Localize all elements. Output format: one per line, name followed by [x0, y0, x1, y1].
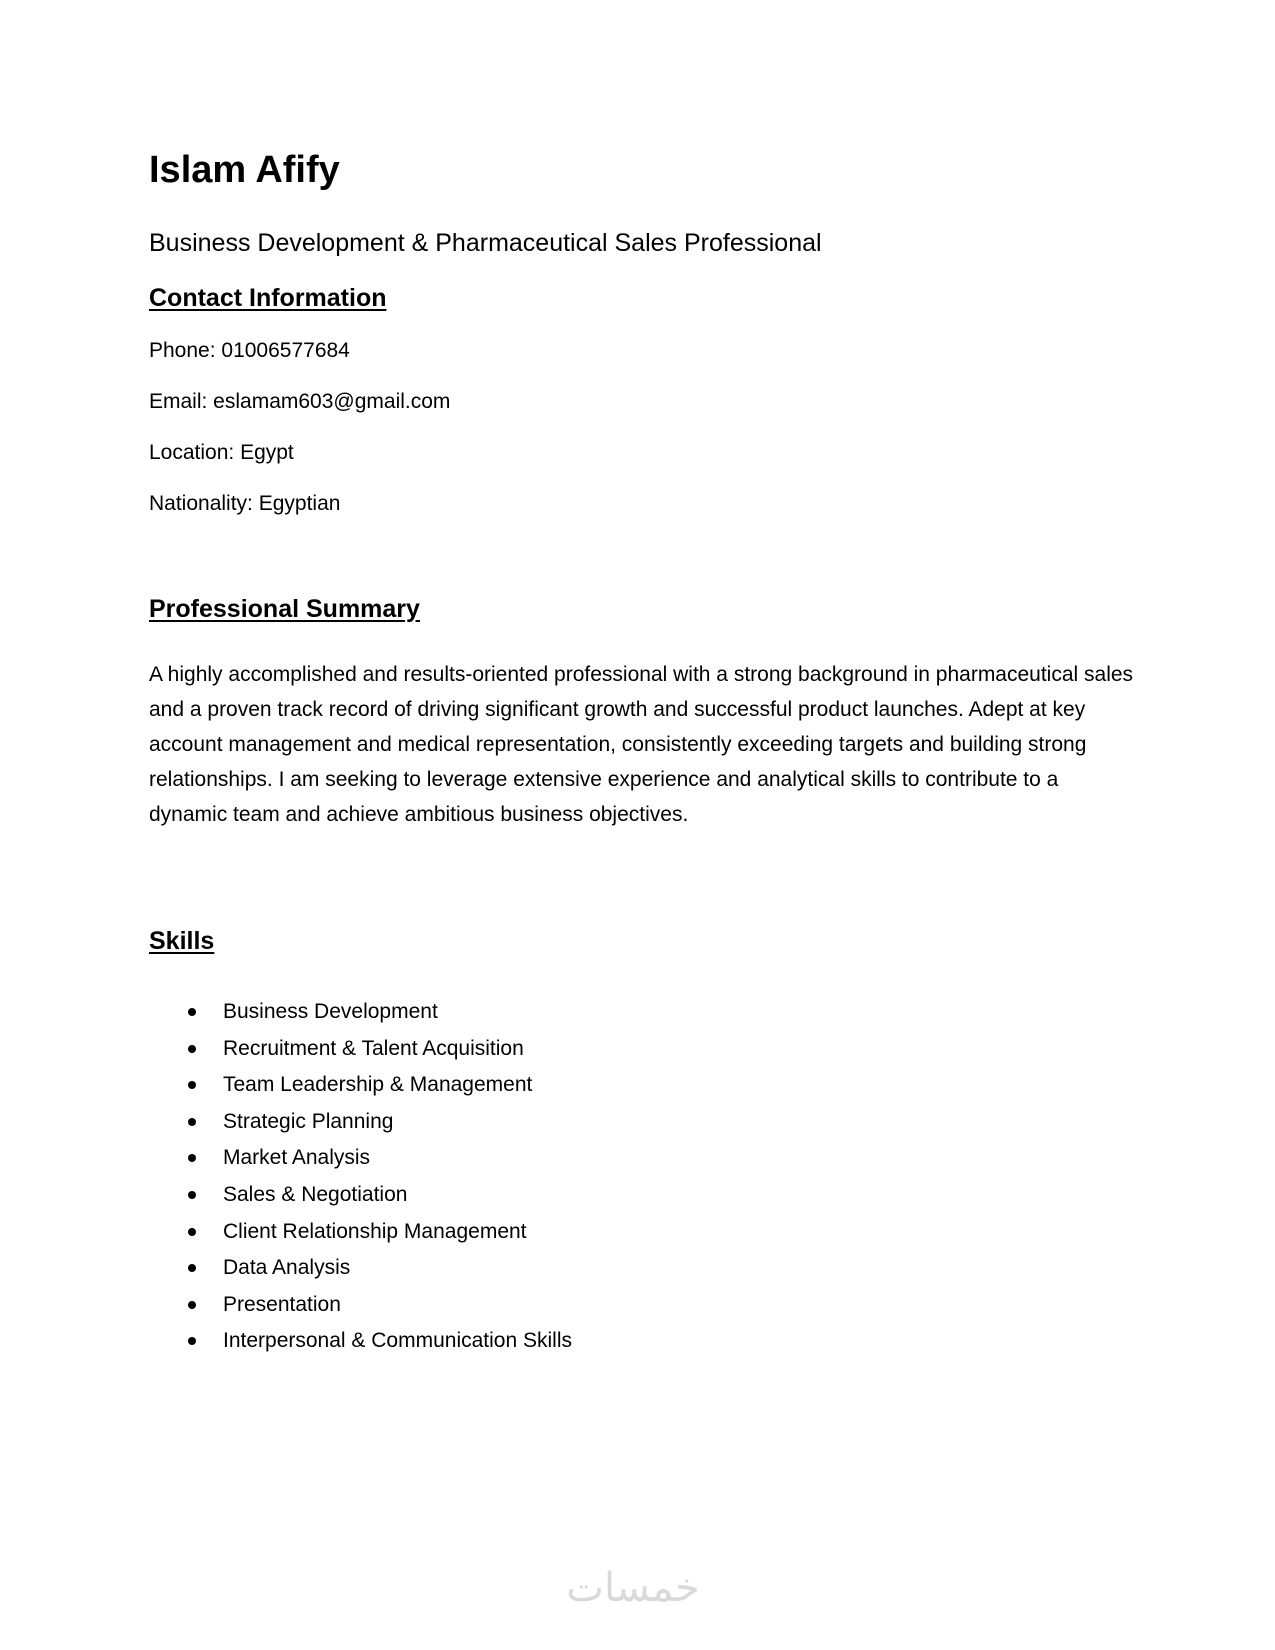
skill-item [149, 994, 572, 1031]
bullet-icon [188, 1264, 196, 1272]
bullet-icon [188, 1301, 196, 1309]
skill-label: Market Analysis [223, 1146, 371, 1170]
skill-label: Team Leadership & Management [223, 1073, 533, 1097]
summary-text: A highly accomplished and results-oriented professional with a strong background in pharmaceutical sales and a proven track record of driving significant growth and successful product launches. Adept at key account management and medical representation, consistently exceeding targets and building strong relationships. I am seeking to leverage extensive experience and analytical skills to contribute to a dynamic team and achieve ambitious business objectives. [149, 663, 1134, 826]
bullet-icon [188, 1154, 196, 1162]
skill-label: Recruitment & Talent Acquisition [223, 1036, 524, 1060]
bullet-icon [188, 1228, 196, 1236]
skill-item [149, 1177, 572, 1214]
contact-email: Email: eslamam603@gmail.com [149, 390, 451, 413]
skill-label: Sales & Negotiation [223, 1182, 408, 1206]
skill-item [149, 1140, 572, 1177]
contact-heading: Contact Information [149, 284, 387, 312]
contact-phone: Phone: 01006577684 [149, 339, 350, 362]
skill-item [149, 1250, 572, 1287]
candidate-name: Islam Afify [149, 149, 340, 191]
skill-item [149, 1104, 572, 1141]
candidate-title: Business Development & Pharmaceutical Sales Professional [149, 229, 822, 257]
bullet-icon [188, 1191, 196, 1199]
skill-label: Presentation [223, 1292, 341, 1316]
skill-label: Business Development [223, 1000, 438, 1023]
skills-heading: Skills [149, 927, 215, 955]
skill-label: Client Relationship Management [223, 1219, 527, 1243]
skill-label: Interpersonal & Communication Skills [223, 1329, 572, 1353]
watermark-logo: خمسات [566, 1565, 700, 1611]
skills-list [149, 994, 572, 1360]
skill-item [149, 1323, 572, 1360]
contact-nationality: Nationality: Egyptian [149, 492, 341, 515]
skill-item [149, 1287, 572, 1324]
skill-item [149, 1067, 572, 1104]
summary-heading: Professional Summary [149, 595, 420, 623]
skill-label: Strategic Planning [223, 1109, 394, 1133]
contact-location: Location: Egypt [149, 441, 294, 464]
bullet-icon [188, 1337, 196, 1345]
skill-item [149, 1214, 572, 1251]
skill-label: Data Analysis [223, 1256, 351, 1280]
bullet-icon [188, 1081, 196, 1089]
bullet-icon [188, 1008, 196, 1016]
skill-item [149, 1031, 572, 1068]
bullet-icon [188, 1118, 196, 1126]
bullet-icon [188, 1045, 196, 1053]
